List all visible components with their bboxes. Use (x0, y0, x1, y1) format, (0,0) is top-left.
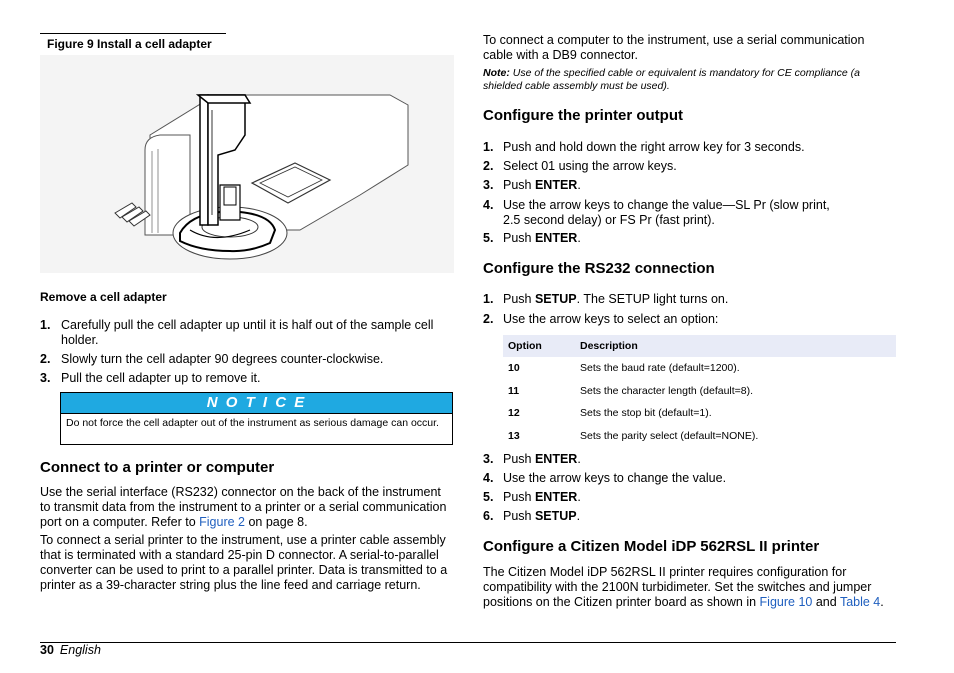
remove-step-2 (40, 352, 454, 367)
step-number: 4. (483, 198, 494, 212)
paragraph-text: The Citizen Model iDP 562RSL II printer requires configuration for compatibility with the 2100N turbidimeter. Set the switches and jumper positions on the Citizen printer board as shown in (483, 565, 872, 609)
table-row (503, 402, 896, 425)
key-name: ENTER (534, 178, 578, 192)
rs232-step-3 (483, 452, 883, 467)
paragraph-text: Use the serial interface (RS232) connector on the back of the instrument to transmit data from the instrument to a printer or a serial communication port on a computer. Refer to (40, 485, 447, 529)
notice-text: Do not force the cell adapter out of the instrument as serious damage can occur. (66, 417, 439, 429)
footer-rule (40, 642, 896, 643)
step-text: . (577, 452, 581, 466)
printer-step-5 (483, 231, 863, 246)
step-text: Use the arrow keys to change the value—SL Pr (slow print, 2.5 second delay) or FS Pr (fast print). (503, 198, 830, 227)
table-row (503, 425, 896, 448)
description-cell: Sets the baud rate (default=1200). (580, 362, 740, 375)
step-number: 2. (40, 352, 51, 366)
step-text: Push (503, 231, 535, 245)
step-text: . (577, 178, 581, 192)
step-text: Push (503, 178, 535, 192)
paragraph-text: on page 8. (244, 515, 308, 529)
column-header-option: Option (503, 335, 575, 357)
remove-adapter-title: Remove a cell adapter (40, 290, 167, 304)
figure-2-link[interactable]: Figure 2 (199, 515, 245, 529)
step-text: Use the arrow keys to select an option: (503, 312, 719, 326)
key-name: ENTER (534, 231, 578, 245)
rs232-step-6 (483, 509, 883, 524)
key-name: ENTER (534, 490, 578, 504)
connect-heading: Connect to a printer or computer (40, 459, 275, 476)
citizen-heading: Configure a Citizen Model iDP 562RSL II printer (483, 538, 820, 555)
description-cell: Sets the parity select (default=NONE). (580, 429, 759, 442)
step-text: Pull the cell adapter up to remove it. (61, 371, 261, 385)
rs232-heading: Configure the RS232 connection (483, 260, 715, 277)
step-number: 3. (483, 452, 494, 466)
printer-step-4 (483, 198, 853, 228)
key-name: ENTER (534, 452, 578, 466)
printer-step-3 (483, 178, 863, 193)
key-name: SETUP (534, 292, 577, 306)
figure-caption-rule (40, 33, 226, 34)
rs232-step-2 (483, 312, 883, 327)
option-cell: 13 (508, 429, 520, 442)
connect-paragraph-3: To connect a computer to the instrument, use a serial communication cable with a DB9 connector. (483, 33, 865, 62)
option-cell: 11 (508, 384, 520, 397)
connect-paragraph-2: To connect a serial printer to the instrument, use a printer cable assembly that is terminated with a standard 25-pin D connector. A serial-to-parallel converter can be used to print to a parallel printer. Data is transmitted to a printer as a 39-character string plus the line feed and carriage return. (40, 533, 448, 592)
rs232-step-5 (483, 490, 883, 505)
step-number: 1. (483, 292, 494, 306)
option-cell: 10 (508, 362, 520, 375)
step-text: . The SETUP light turns on. (576, 292, 729, 306)
table-row (503, 357, 896, 380)
cell-adapter-illustration (40, 55, 454, 273)
step-text: Carefully pull the cell adapter up until it is half out of the sample cell holder. (61, 318, 434, 347)
notice-box (60, 392, 453, 445)
step-text: Select 01 using the arrow keys. (503, 159, 677, 173)
option-cell: 12 (508, 407, 520, 420)
footer-language: English (59, 643, 101, 657)
remove-step-1 (40, 318, 454, 348)
figure-10-link[interactable]: Figure 10 (759, 595, 813, 609)
rs232-options-table (503, 335, 896, 447)
notice-heading: N O T I C E (61, 393, 452, 414)
step-text: Push and hold down the right arrow key for 3 seconds. (503, 140, 805, 154)
step-number: 4. (483, 471, 494, 485)
step-number: 6. (483, 509, 494, 523)
step-number: 5. (483, 231, 494, 245)
step-text: Slowly turn the cell adapter 90 degrees counter-clockwise. (61, 352, 384, 366)
table-header-row (503, 335, 896, 357)
note-text: Use of the specified cable or equivalent is mandatory for CE compliance (a shielded cable assembly must be used). (483, 67, 861, 92)
table-row (503, 380, 896, 403)
description-cell: Sets the stop bit (default=1). (580, 407, 712, 420)
paragraph-text: and (812, 595, 840, 609)
remove-step-3 (40, 371, 454, 386)
connect-paragraph-1 (40, 485, 454, 530)
table-4-link[interactable]: Table 4 (839, 595, 881, 609)
printer-step-2 (483, 159, 863, 174)
printer-output-heading: Configure the printer output (483, 107, 683, 124)
step-number: 1. (483, 140, 494, 154)
step-number: 3. (483, 178, 494, 192)
printer-step-1 (483, 140, 863, 155)
step-number: 3. (40, 371, 51, 385)
column-header-description: Description (575, 335, 896, 357)
step-number: 1. (40, 318, 51, 332)
step-text: Push (503, 490, 535, 504)
step-number: 2. (483, 159, 494, 173)
key-name: SETUP (534, 509, 577, 523)
page-footer (40, 643, 101, 657)
step-text: . (577, 490, 581, 504)
citizen-paragraph (483, 565, 896, 610)
step-number: 2. (483, 312, 494, 326)
ce-compliance-note (483, 67, 896, 93)
step-text: . (577, 231, 581, 245)
rs232-step-4 (483, 471, 883, 486)
rs232-step-1 (483, 292, 883, 307)
step-text: . (576, 509, 581, 523)
step-text: Use the arrow keys to change the value. (503, 471, 727, 485)
step-number: 5. (483, 490, 494, 504)
step-text: Push (503, 509, 535, 523)
page-number: 30 (40, 643, 54, 657)
step-text: Push (503, 452, 535, 466)
paragraph-text: . (880, 595, 884, 609)
step-text: Push (503, 292, 535, 306)
figure-caption: Figure 9 Install a cell adapter (47, 37, 212, 51)
description-cell: Sets the character length (default=8). (580, 384, 754, 397)
note-label: Note: (483, 67, 510, 79)
